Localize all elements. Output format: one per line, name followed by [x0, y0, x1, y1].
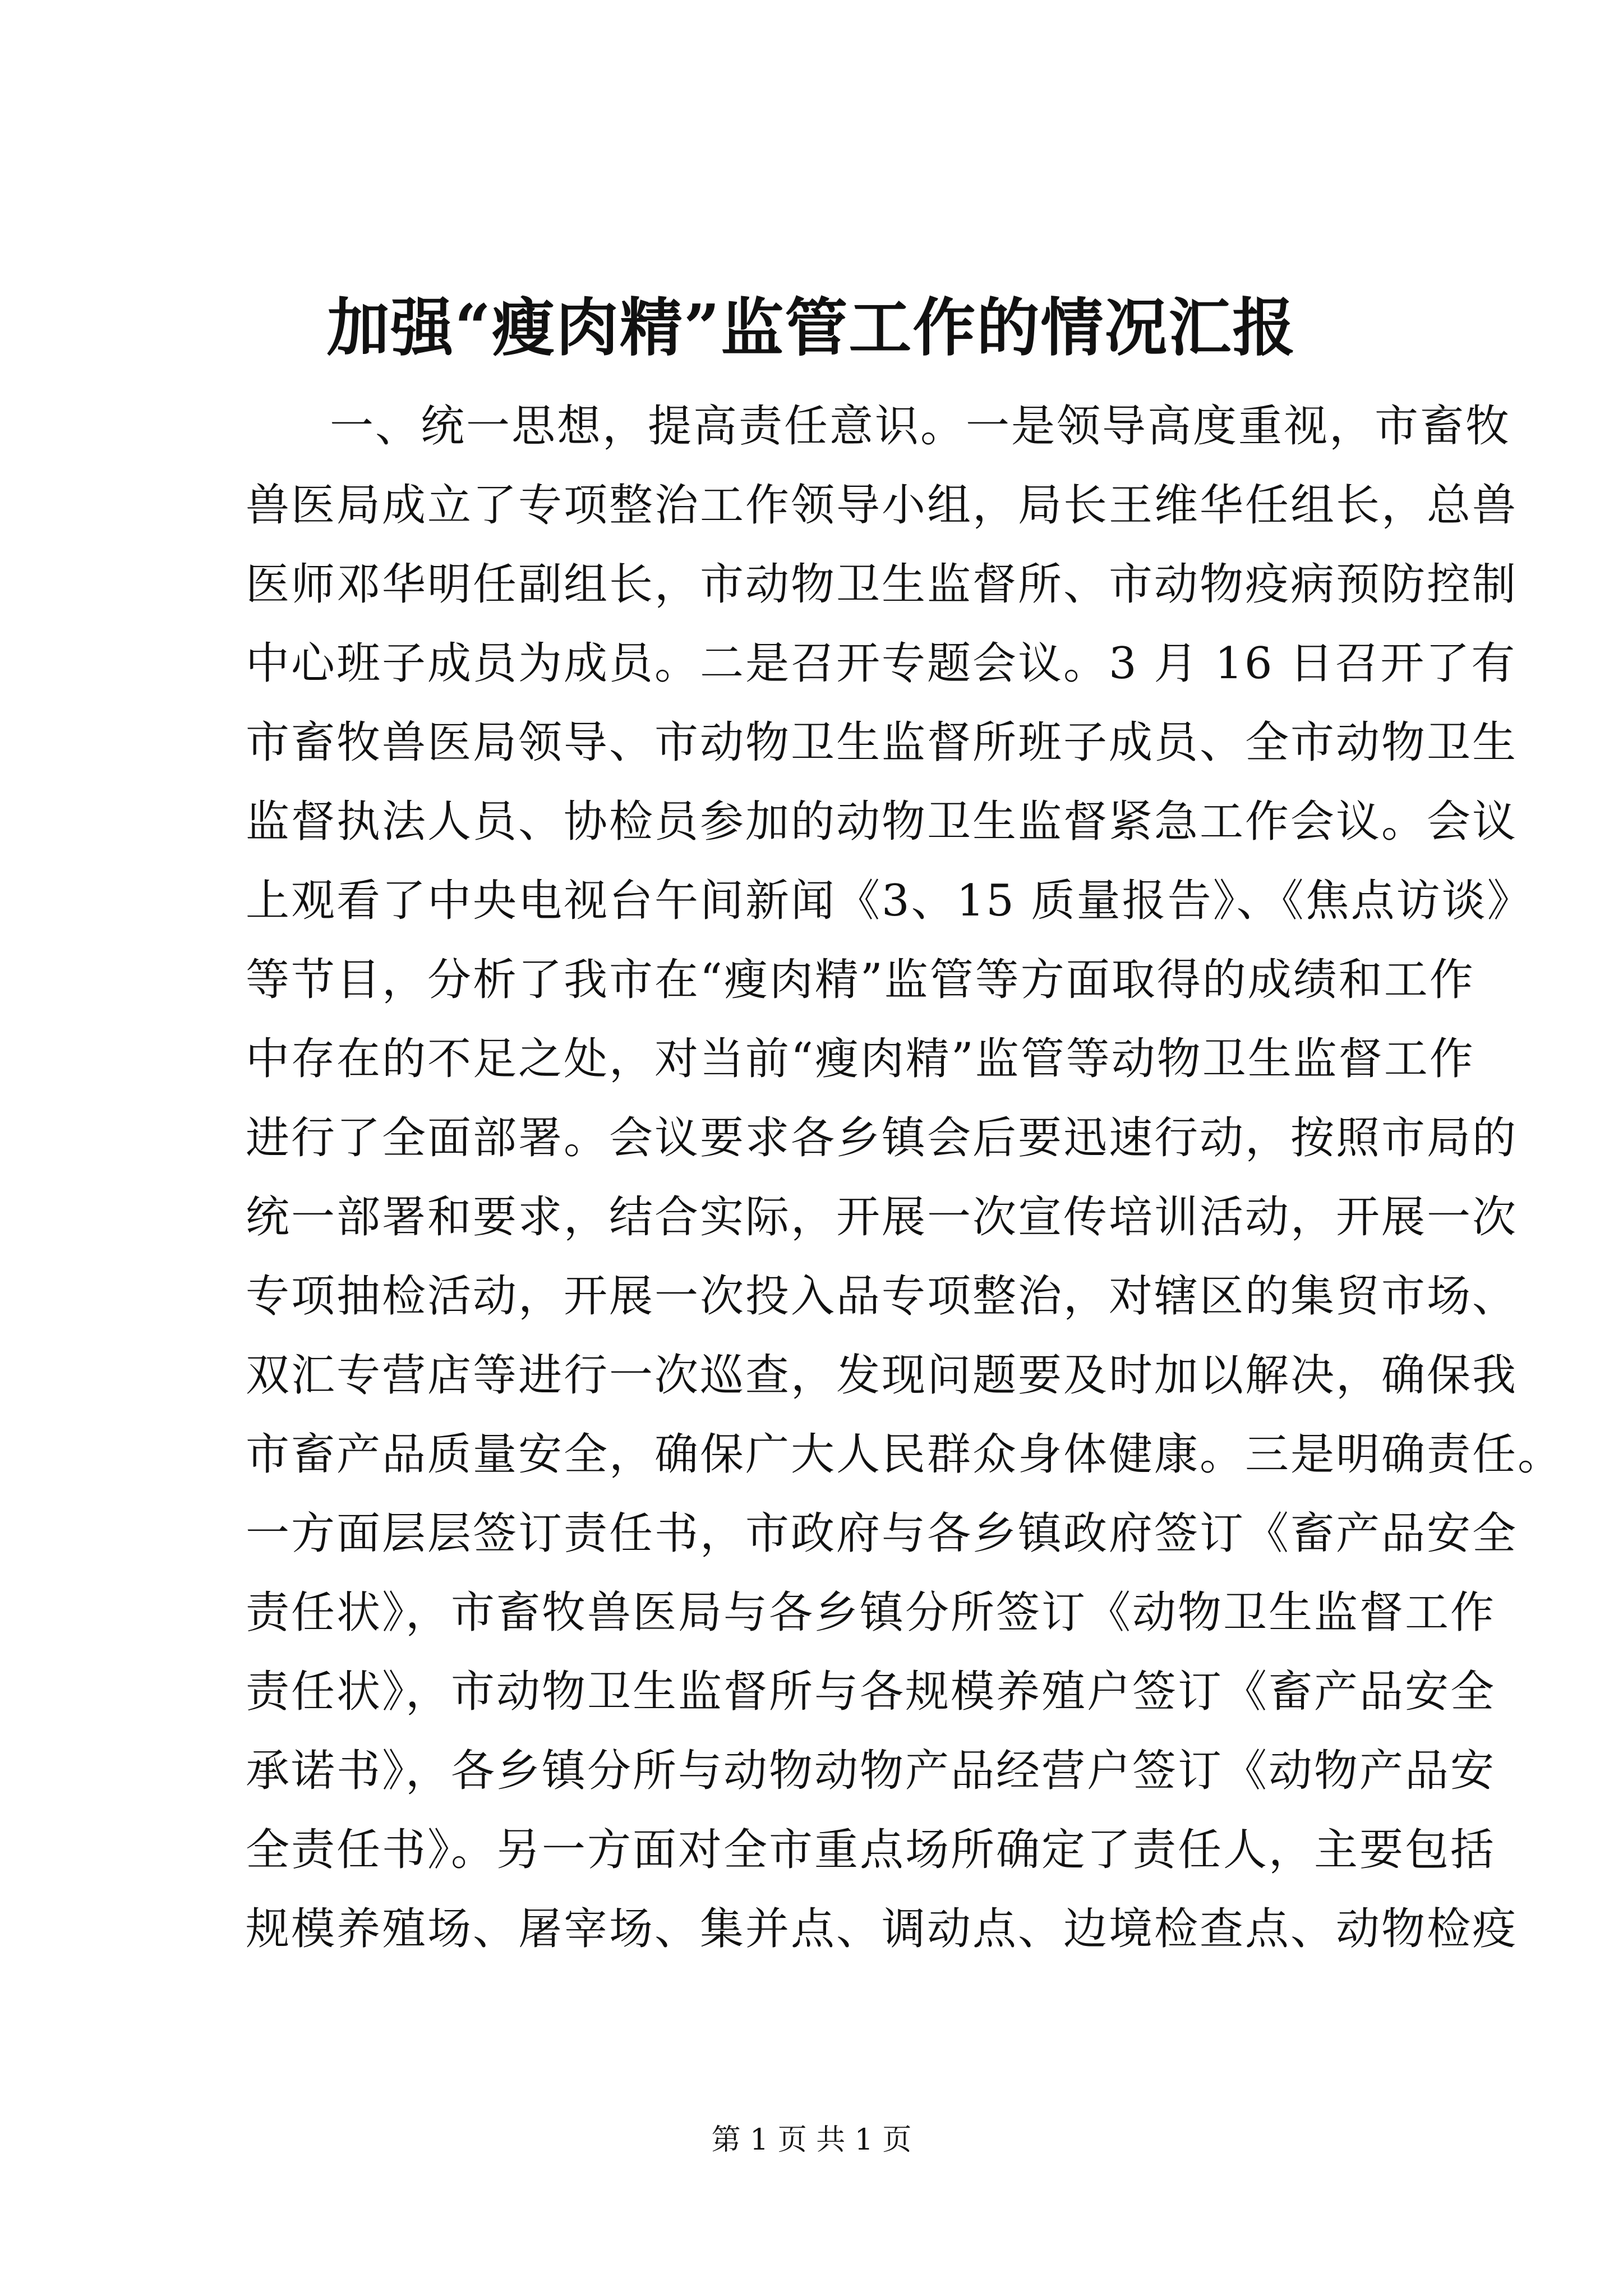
document-title: 加强“瘦肉精”监管工作的情况汇报 — [326, 291, 1297, 365]
text-line: 责任状》，市畜牧兽医局与各乡镇分所签订《动物卫生监督工作 — [246, 1588, 1496, 1638]
text-line: 责任状》，市动物卫生监督所与各规模养殖户签订《畜产品安全 — [246, 1667, 1496, 1717]
text-line: 承诺书》，各乡镇分所与动物动物产品经营户签订《动物产品安 — [246, 1746, 1496, 1796]
text-line: 双汇专营店等进行一次巡查，发现问题要及时加以解决，确保我 — [246, 1350, 1518, 1401]
text-line: 市畜产品质量安全，确保广大人民群众身体健康。三是明确责任。 — [246, 1429, 1564, 1480]
text-line: 一方面层层签订责任书，市政府与各乡镇政府签订《畜产品安全 — [246, 1508, 1518, 1559]
text-line: 全责任书》。另一方面对全市重点场所确定了责任人，主要包括 — [246, 1825, 1496, 1875]
text-line: 进行了全面部署。会议要求各乡镇会后要迅速行动，按照市局的 — [246, 1113, 1518, 1163]
text-line: 专项抽检活动，开展一次投入品专项整治，对辖区的集贸市场、 — [246, 1271, 1518, 1322]
text-line: 中存在的不足之处，对当前“瘦肉精”监管等动物卫生监督工作 — [246, 1034, 1475, 1084]
text-line: 一、统一思想，提高责任意识。一是领导高度重视，市畜牧 — [330, 401, 1511, 452]
page-number-footer: 第 1 页 共 1 页 — [711, 2123, 912, 2157]
text-line: 兽医局成立了专项整治工作领导小组，局长王维华任组长，总兽 — [246, 480, 1518, 531]
document-body — [246, 387, 1564, 1969]
text-line: 监督执法人员、协检员参加的动物卫生监督紧急工作会议。会议 — [246, 797, 1518, 847]
text-line: 市畜牧兽医局领导、市动物卫生监督所班子成员、全市动物卫生 — [246, 717, 1518, 768]
text-line: 上观看了中央电视台午间新闻《3、15 质量报告》、《焦点访谈》 — [246, 876, 1533, 926]
text-line: 规模养殖场、屠宰场、集并点、调动点、边境检查点、动物检疫 — [246, 1904, 1518, 1954]
text-line: 中心班子成员为成员。二是召开专题会议。3 月 16 日召开了有 — [246, 638, 1517, 689]
text-line: 医师邓华明任副组长，市动物卫生监督所、市动物疫病预防控制 — [246, 559, 1518, 610]
text-line: 统一部署和要求，结合实际，开展一次宣传培训活动，开展一次 — [246, 1192, 1518, 1243]
text-line: 等节目，分析了我市在“瘦肉精”监管等方面取得的成绩和工作 — [246, 955, 1475, 1005]
